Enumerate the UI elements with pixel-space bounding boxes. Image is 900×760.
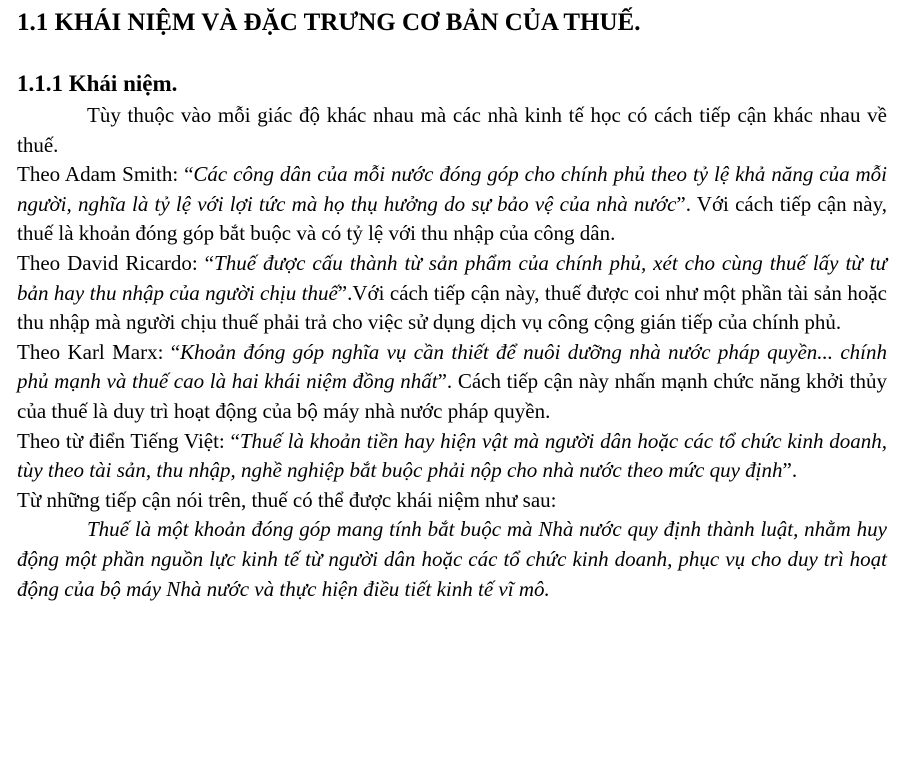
summary-paragraph: Từ những tiếp cận nói trên, thuế có thể được khái niệm như sau: — [17, 487, 557, 512]
marx-quote: Khoản đóng góp nghĩa vụ cần thiết để nuôi dưỡng nhà nước pháp quyền... chính phủ mạnh và thuế cao là hai khái niệm đồng nhất — [17, 339, 887, 394]
definition-text: Thuế là một khoản đóng góp mang tính bắt buộc mà Nhà nước quy định thành luật, nhằm huy động một phần nguồn lực kinh tế từ người dân hoặc các tổ chức kinh doanh, phục vụ cho duy trì hoạt động của bộ máy Nhà nước và thực hiện điều tiết kinh tế vĩ mô. — [17, 517, 887, 601]
definition-paragraph — [17, 515, 887, 604]
subsection-heading: 1.1.1 Khái niệm. — [17, 71, 178, 96]
dictionary-quote: Thuế là khoản tiền hay hiện vật mà người dân hoặc các tổ chức kinh doanh, tùy theo tài sản, thu nhập, nghề nghiệp bắt buộc phải nộp cho nhà nước theo mức quy định — [17, 428, 887, 483]
dictionary-tail: ”. — [782, 458, 798, 483]
intro-paragraph: Tùy thuộc vào mỗi giác độ khác nhau mà các nhà kinh tế học có cách tiếp cận khác nhau về thuế. — [17, 103, 887, 157]
marx-paragraph — [17, 338, 887, 427]
adam-smith-paragraph — [17, 160, 887, 249]
adam-smith-quote: Các công dân của mỗi nước đóng góp cho chính phủ theo tỷ lệ khả năng của mỗi người, nghĩa là tỷ lệ với lợi tức mà họ thụ hưởng do sự bảo vệ của nhà nước — [17, 162, 887, 216]
ricardo-quote: Thuế được cấu thành từ sản phẩm của chính phủ, xét cho cùng thuế lấy từ tư bản hay thu nhập của người chịu thuế — [17, 250, 887, 305]
ricardo-lead: Theo David Ricardo: “ — [17, 250, 215, 275]
marx-tail: ”. Cách tiếp cận này nhấn mạnh chức năng khởi thủy của thuế là duy trì hoạt động của bộ máy nhà nước pháp quyền. — [17, 369, 887, 423]
adam-smith-lead: Theo Adam Smith: “ — [17, 162, 194, 187]
dictionary-lead: Theo từ điển Tiếng Việt: “ — [17, 428, 240, 453]
section-heading: 1.1 KHÁI NIỆM VÀ ĐẶC TRƯNG CƠ BẢN CỦA THUẾ. — [17, 9, 641, 36]
ricardo-paragraph — [17, 249, 887, 338]
document-body — [17, 101, 887, 604]
adam-smith-tail: ”. Với cách tiếp cận này, thuế là khoản đóng góp bắt buộc và có tỷ lệ với thu nhập của công dân. — [17, 191, 887, 246]
ricardo-tail: ”.Với cách tiếp cận này, thuế được coi như một phần tài sản hoặc thu nhập mà người chịu thuế phải trả cho việc sử dụng dịch vụ công cộng gián tiếp của chính phủ. — [17, 280, 887, 335]
marx-lead: Theo Karl Marx: “ — [17, 339, 181, 364]
dictionary-paragraph — [17, 427, 887, 486]
